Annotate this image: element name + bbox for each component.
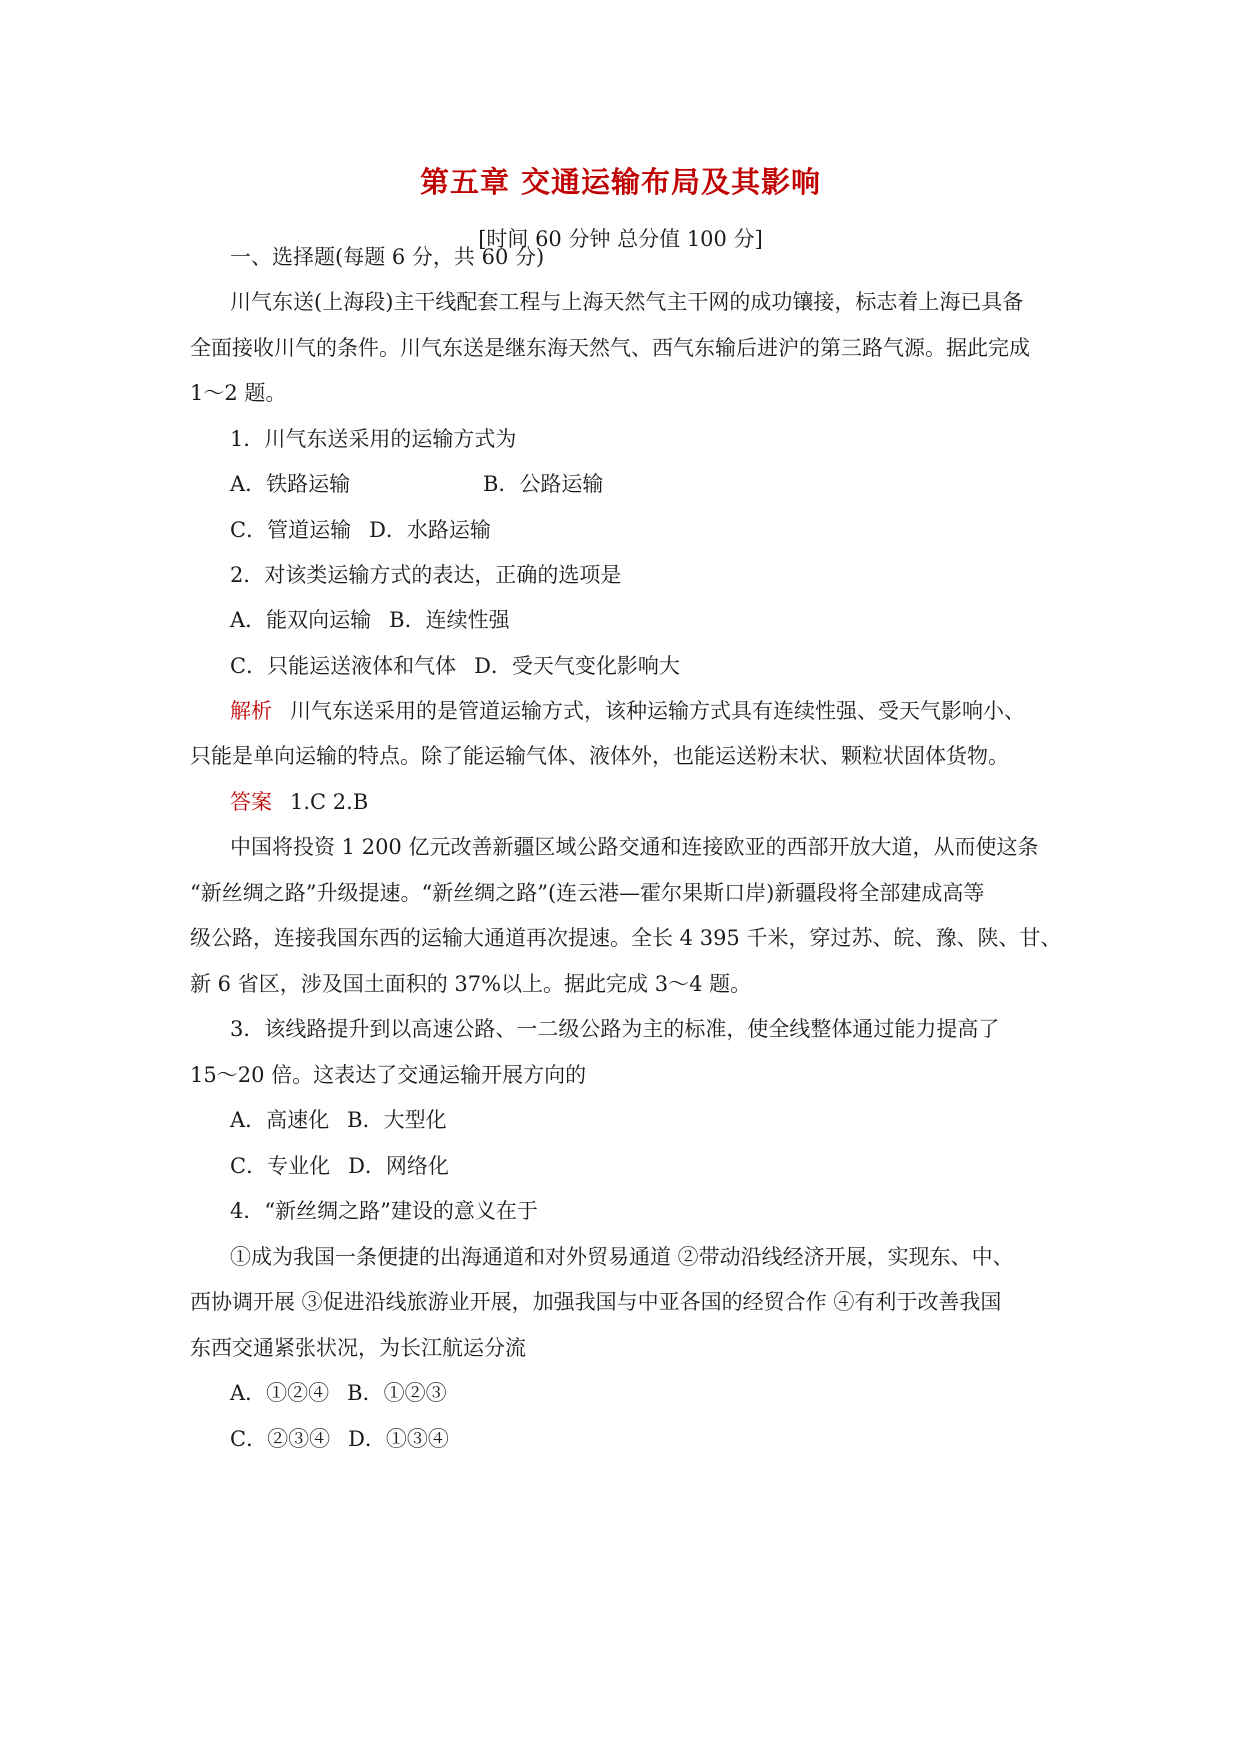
q2-option-c: C．只能运送液体和气体 xyxy=(230,654,457,678)
q4-stem: 4．“新丝绸之路”建设的意义在于 xyxy=(230,1199,538,1223)
q3-options-row1 xyxy=(230,1105,447,1135)
answer-label: 答案 xyxy=(230,790,272,814)
q1-option-b: B．公路运输 xyxy=(483,472,604,496)
chapter-title: 第五章 交通运输布局及其影响 xyxy=(419,165,822,199)
passage2-line2: “新丝绸之路”升级提速。“新丝绸之路”(连云港—霍尔果斯口岸)新疆段将全部建成高等 xyxy=(190,881,985,905)
passage1-line3: 1～2 题。 xyxy=(190,381,287,405)
answer-line xyxy=(230,787,368,817)
passage2-line4: 新 6 省区，涉及国土面积的 37%以上。据此完成 3～4 题。 xyxy=(190,972,752,996)
analysis-line1 xyxy=(230,696,1025,726)
analysis-text1: 川气东送采用的是管道运输方式，该种运输方式具有连续性强、受天气影响小、 xyxy=(290,699,1025,723)
q2-option-b: B．连续性强 xyxy=(389,608,510,632)
q1-options-row2 xyxy=(230,515,491,545)
q4-options-row2 xyxy=(230,1424,449,1454)
passage2-line3: 级公路，连接我国东西的运输大通道再次提速。全长 4 395 千米，穿过苏、皖、豫、陕、甘、 xyxy=(190,926,1062,950)
q3-option-b: B．大型化 xyxy=(347,1108,447,1132)
q2-options-row1 xyxy=(230,605,510,635)
q3-options-row2 xyxy=(230,1151,449,1181)
q4-option-c: C．②③④ xyxy=(230,1427,331,1451)
q2-stem: 2．对该类运输方式的表达，正确的选项是 xyxy=(230,563,622,587)
q4-options-row1 xyxy=(230,1378,447,1408)
q4-statement-line3: 东西交通紧张状况，为长江航运分流 xyxy=(190,1336,526,1360)
q3-option-a: A．高速化 xyxy=(230,1108,330,1132)
q3-option-d: D．网络化 xyxy=(348,1154,449,1178)
q1-option-c: C．管道运输 xyxy=(230,518,352,542)
q4-statement-line1: ①成为我国一条便捷的出海通道和对外贸易通道 ②带动沿线经济开展，实现东、中、 xyxy=(230,1245,1014,1269)
q3-option-c: C．专业化 xyxy=(230,1154,331,1178)
q3-stem-line2: 15～20 倍。这表达了交通运输开展方向的 xyxy=(190,1063,587,1087)
q4-option-a: A．①②④ xyxy=(230,1381,330,1405)
q2-option-d: D．受天气变化影响大 xyxy=(474,654,680,678)
q1-option-d: D．水路运输 xyxy=(369,518,491,542)
analysis-line2: 只能是单向运输的特点。除了能运输气体、液体外，也能运送粉末状、颗粒状固体货物。 xyxy=(190,744,1009,768)
q4-statement-line2: 西协调开展 ③促进沿线旅游业开展，加强我国与中亚各国的经贸合作 ④有利于改善我国 xyxy=(190,1290,1002,1314)
passage1-line2: 全面接收川气的条件。川气东送是继东海天然气、西气东输后进沪的第三路气源。据此完成 xyxy=(190,336,1030,360)
passage2-line1: 中国将投资 1 200 亿元改善新疆区域公路交通和连接欧亚的西部开放大道，从而使这条 xyxy=(230,835,1039,859)
analysis-label: 解析 xyxy=(230,699,272,723)
exam-info: [时间 60 分钟 总分值 100 分] xyxy=(478,227,763,251)
answer-text: 1.C 2.B xyxy=(290,790,369,814)
q2-option-a: A．能双向运输 xyxy=(230,608,372,632)
q4-option-b: B．①②③ xyxy=(347,1381,447,1405)
q1-stem: 1．川气东送采用的运输方式为 xyxy=(230,427,517,451)
q2-options-row2 xyxy=(230,651,680,681)
q1-option-a: A．铁路运输 xyxy=(230,472,351,496)
q3-stem-line1: 3．该线路提升到以高速公路、一二级公路为主的标准，使全线整体通过能力提高了 xyxy=(230,1017,1000,1041)
q1-options-row1 xyxy=(230,469,830,499)
passage1-line1: 川气东送(上海段)主干线配套工程与上海天然气主干网的成功镶接，标志着上海已具备 xyxy=(230,290,1024,314)
section-heading: 一、选择题(每题 6 分，共 60 分) xyxy=(230,245,545,269)
q4-option-d: D．①③④ xyxy=(348,1427,449,1451)
